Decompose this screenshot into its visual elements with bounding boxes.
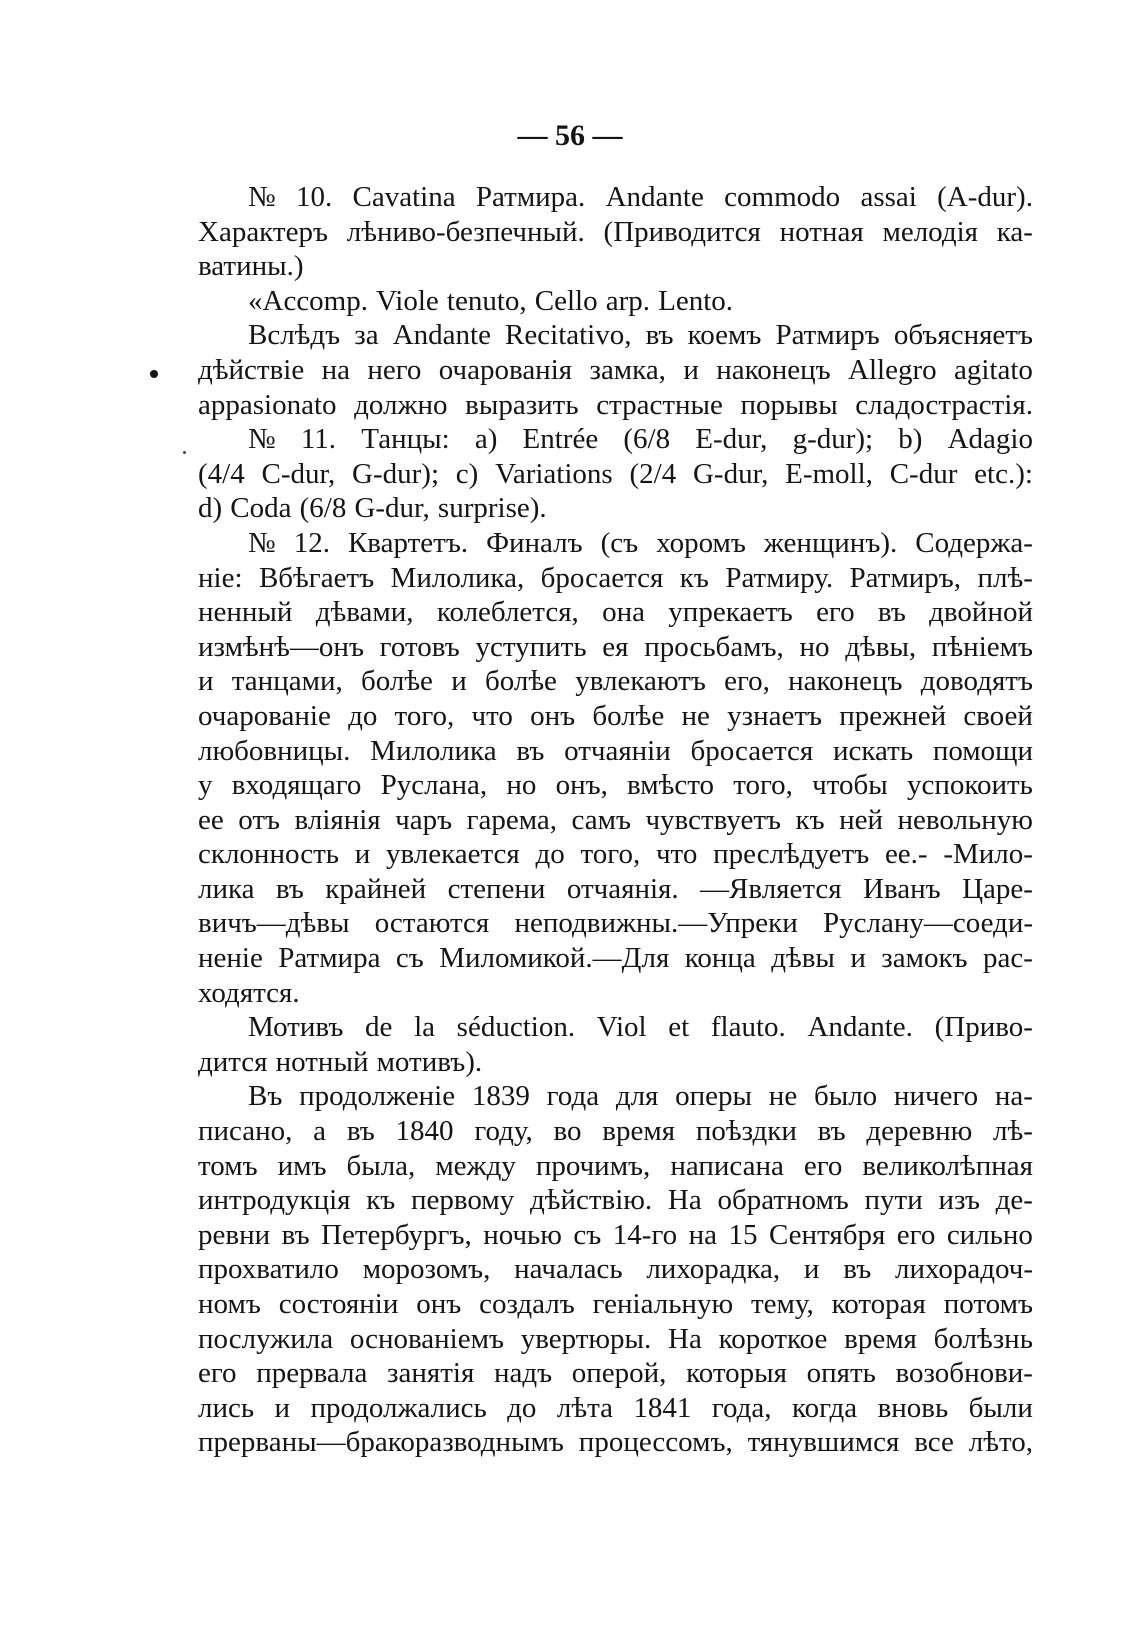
text-line: № 11. Танцы: a) Entrée (6/8 E-dur, g-dur); b) Adagio — [248, 423, 1033, 456]
text-line: № 10. Cavatina Ратмира. Andante commodo assai (A-dur). — [248, 181, 1033, 213]
text-line: Вслѣдъ за Andante Recitativo, въ коемъ Ратмиръ объясняетъ — [248, 319, 1033, 352]
text-line: appasionato должно выразить страстные порывы сладострастія. — [198, 388, 1033, 421]
text-line: у входящаго Руслана, но онъ, вмѣсто того, чтобы успокоить — [198, 769, 1033, 802]
margin-mark — [150, 370, 158, 378]
text-line: ходятся. — [198, 976, 300, 1009]
text-line: ее отъ вліянія чаръ гарема, самъ чувствуетъ къ ней невольную — [198, 803, 1033, 836]
text-line: неніе Ратмира съ Миломикой.—Для конца дѣвы и замокъ рас- — [198, 942, 1033, 975]
text-line: Характеръ лѣниво-безпечный. (Приводится нотная мелодія ка- — [198, 215, 1033, 248]
text-line: и танцами, болѣе и болѣе увлекаютъ его, наконецъ доводятъ — [198, 665, 1033, 698]
text-line: лика въ крайней степени отчаянія. —Является Иванъ Царе- — [198, 872, 1033, 905]
text-line: лись и продолжались до лѣта 1841 года, когда вновь были — [198, 1391, 1033, 1424]
text-line: № 12. Квартетъ. Финалъ (съ хоромъ женщинъ). Содержа- — [248, 526, 1033, 559]
text-line: «Accomp. Viole tenuto, Cello arp. Lento. — [248, 284, 734, 317]
text-line: измѣнѣ—онъ готовъ уступить ея просьбамъ, но дѣвы, пѣніемъ — [198, 630, 1033, 663]
text-line: томъ имъ была, между прочимъ, написана его великолѣпная — [198, 1149, 1033, 1182]
text-line: дится нотный мотивъ). — [198, 1045, 483, 1078]
text-line: ватины.) — [198, 250, 304, 283]
text-line: ніе: Вбѣгаетъ Милолика, бросается къ Ратмиру. Ратмиръ, плѣ- — [198, 561, 1033, 594]
text-line: прерваны—бракоразводнымъ процессомъ, тянувшимся все лѣто, — [198, 1426, 1033, 1459]
text-line: писано, а въ 1840 году, во время поѣздки въ деревню лѣ- — [198, 1115, 1033, 1148]
text-line: его прервала занятія надъ оперой, которыя опять возобнови- — [198, 1357, 1033, 1390]
text-line: любовницы. Милолика въ отчаяніи бросается искать помощи — [198, 734, 1033, 767]
text-line: Въ продолженіе 1839 года для оперы не было ничего на- — [248, 1080, 1033, 1113]
text-line: вичъ—дѣвы остаются неподвижны.—Упреки Руслану—соеди- — [198, 907, 1033, 940]
text-line: ненный дѣвами, колеблется, она упрекаетъ его въ двойной — [198, 596, 1033, 629]
text-line: d) Coda (6/8 G-dur, surprise). — [198, 492, 547, 525]
text-line: (4/4 C-dur, G-dur); c) Variations (2/4 G-dur, E-moll, C-dur etc.): — [198, 457, 1033, 490]
margin-speck — [183, 451, 186, 454]
text-line: Мотивъ de la séduction. Viol et flauto. Andante. (Приво- — [248, 1011, 1033, 1044]
text-line: дѣйствіе на него очарованія замка, и наконецъ Allegro agitato — [198, 353, 1033, 386]
text-line: ревни въ Петербургъ, ночью съ 14-го на 15 Сентября его сильно — [198, 1218, 1033, 1251]
page-number: — 56 — — [517, 119, 623, 152]
body-text — [198, 180, 1033, 1460]
text-line: очарованіе до того, что онъ болѣе не узнаетъ прежней своей — [198, 699, 1033, 732]
text-line: интродукція къ первому дѣйствію. На обратномъ пути изъ де- — [198, 1184, 1033, 1217]
text-line: номъ состояніи онъ создалъ геніальную тему, которая потомъ — [198, 1288, 1033, 1320]
text-line: прохватило морозомъ, началась лихорадка, и въ лихорадоч- — [198, 1253, 1033, 1286]
text-line: склонность и увлекается до того, что преслѣдуетъ ее.- -Мило- — [198, 838, 1033, 871]
text-line: послужила основаніемъ увертюры. На короткое время болѣзнь — [198, 1322, 1033, 1355]
